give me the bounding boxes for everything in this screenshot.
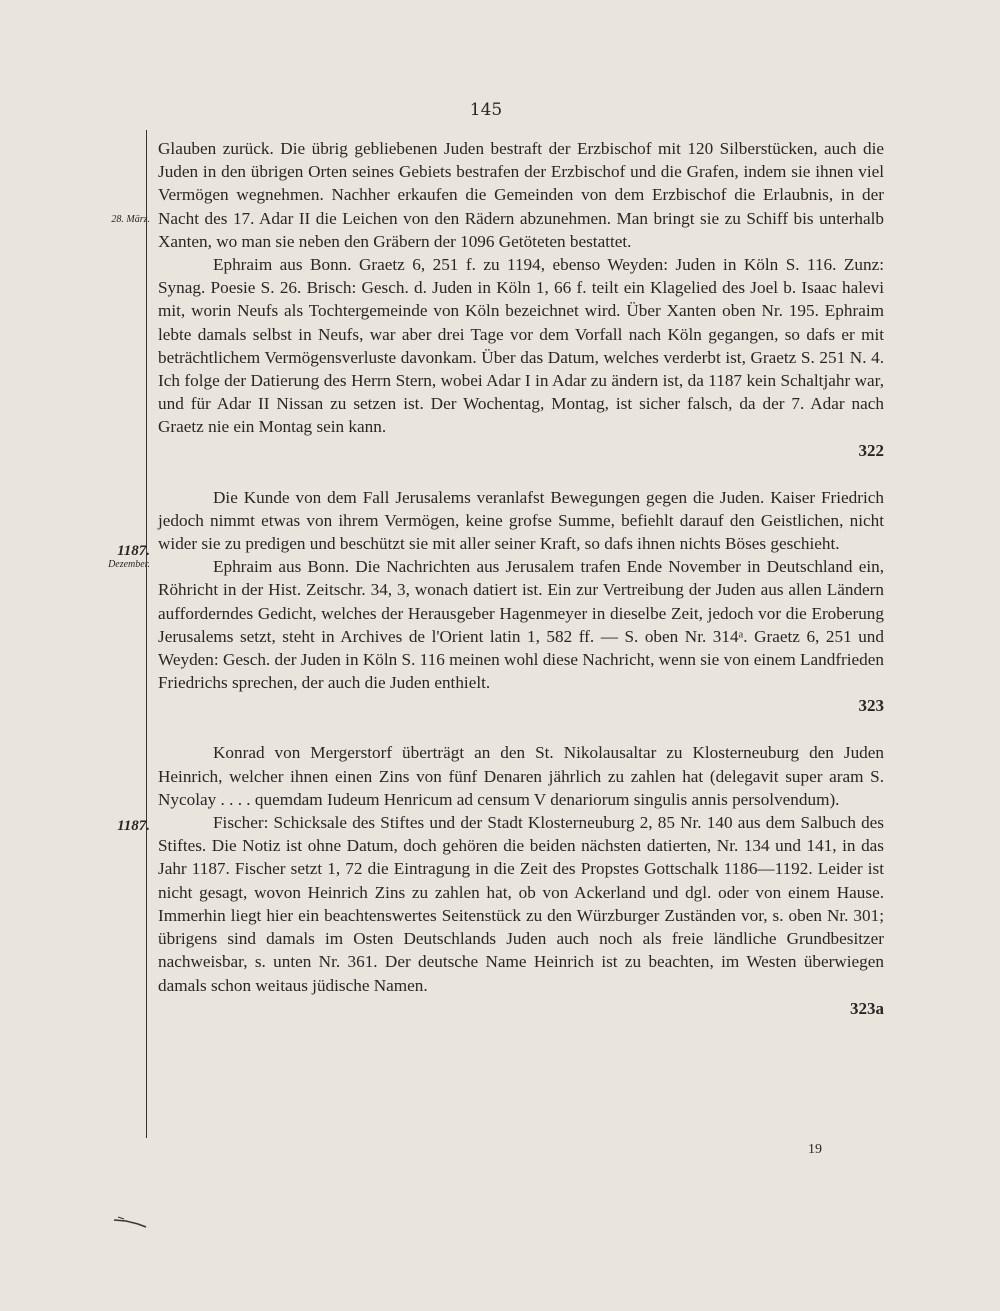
entry-323a bbox=[158, 741, 884, 1019]
margin-rule bbox=[146, 130, 147, 1138]
entry-number-322: 322 bbox=[858, 440, 884, 460]
entry-322 bbox=[158, 137, 884, 462]
entry-323 bbox=[158, 486, 884, 718]
entry-322-text: Glauben zurück. Die übrig gebliebenen Juden bestraft der Erzbischof mit 120 Silberstücken, auch die Juden in den übrigen Orten seines Gebiets bestrafen der Erzbischof und die Grafen, indem sie ihnen viel Vermögen wegnehmen. Nachher erkaufen die Gemeinden von dem Erzbischof die Erlaubnis, in der Nacht des 17. Adar II die Leichen von den Rädern abzunehmen. Man bringt sie zu Schiff bis unterhalb Xanten, wo man sie neben den Gräbern der 1096 Getöteten bestattet. bbox=[158, 139, 884, 251]
signature-mark: 19 bbox=[808, 1142, 822, 1157]
page-number: 145 bbox=[469, 100, 503, 120]
entry-323-commentary: Ephraim aus Bonn. Die Nachrichten aus Jerusalem trafen Ende November in Deutschland ein, Röhricht in der Hist. Zeitschr. 34, 3, wonach datiert ist. Ein zur Vertreibung der Juden aus allen Ländern aufforderndes Gedicht, welches der Herausgeber Hagenmeyer in dieselbe Zeit, jedoch vor die Eroberung Jerusalems setzt, steht in Archives de l'Orient latin 1, 582 ff. — S. oben Nr. 314ᵃ. Graetz 6, 251 und Weyden: Gesch. der Juden in Köln S. 116 meinen wohl diese Nachricht, wenn sie von einem Landfrieden Friedrichs sprechen, der auch die Juden enthielt. bbox=[158, 557, 884, 693]
entry-322-commentary: Ephraim aus Bonn. Graetz 6, 251 f. zu 1194, ebenso Weyden: Juden in Köln S. 116. Zunz: Synag. Poesie S. 26. Brisch: Gesch. d. Juden in Köln 1, 66 f. teilt ein Klagelied des Joel b. Isaac halevi mit, worin Neufs als Tochtergemeinde von Köln bezeichnet wird. Über Xanten oben Nr. 195. Ephraim lebte damals selbst in Neufs, war aber drei Tage vor dem Vorfall nach Köln gegangen, so dafs er mit beträchtlichem Vermögensverluste davonkam. Über das Datum, welches verderbt ist, Graetz S. 251 N. 4. Ich folge der Datierung des Herrn Stern, wobei Adar I in Adar zu ändern ist, da 1187 kein Schaltjahr war, und für Adar II Nissan zu setzen ist. Der Wochentag, Montag, ist sicher falsch, da der 7. Adar nach Graetz nie ein Montag sein kann. bbox=[158, 255, 884, 437]
margin-year-1187-second: 1187. bbox=[117, 818, 150, 834]
entry-number-323a: 323a bbox=[850, 998, 884, 1018]
margin-note-1187-dezember bbox=[60, 543, 150, 571]
text-column bbox=[158, 137, 884, 1020]
margin-month-dezember: Dezember. bbox=[108, 559, 150, 570]
entry-323a-commentary: Fischer: Schicksale des Stiftes und der Stadt Klosterneuburg 2, 85 Nr. 140 aus dem Salbuch des Stiftes. Die Notiz ist ohne Datum, doch gehören die beiden nächsten datierten, Nr. 134 und 141, in das Jahr 1187. Fischer setzt 1, 72 die Eintragung in die Zeit des Propstes Gottschalk 1186—1192. Leider ist nicht gesagt, wovon Heinrich Zins zu zahlen hat, ob von Ackerland und dgl. oder von einem Hause. Immerhin liegt hier ein beachtenswertes Seitenstück zu den Würzburger Zuständen vor, s. oben Nr. 301; übrigens sind damals im Osten Deutschlands Juden auch noch als freie ländliche Grundbesitzer nachweisbar, s. unten Nr. 361. Der deutsche Name Heinrich ist zu beachten, im Westen überwiegen damals schon weitaus jüdische Namen. bbox=[158, 813, 884, 995]
margin-date-maerz: 28. März. bbox=[111, 214, 150, 225]
entry-323-text: Die Kunde von dem Fall Jerusalems veranlafst Bewegungen gegen die Juden. Kaiser Friedrich jedoch nimmt etwas von ihrem Vermögen, keine grofse Summe, befiehlt darauf den Geistlichen, nicht wider sie zu predigen und beschützt sie mit aller seiner Kraft, so dafs ihnen nichts Böses geschieht. bbox=[158, 487, 884, 554]
pen-mark-icon bbox=[112, 1212, 148, 1228]
entry-323a-text: Konrad von Mergerstorf überträgt an den St. Nikolausaltar zu Klosterneuburg den Juden Heinrich, welcher ihnen einen Zins von fünf Denaren jährlich zu zahlen hat (delegavit super aram S. Nycolay . . . . quemdam Iudeum Henricum ad censum V denariorum singulis annis persolvendum). bbox=[158, 743, 884, 809]
margin-year-1187: 1187. bbox=[117, 543, 150, 559]
entry-number-323: 323 bbox=[858, 696, 884, 716]
